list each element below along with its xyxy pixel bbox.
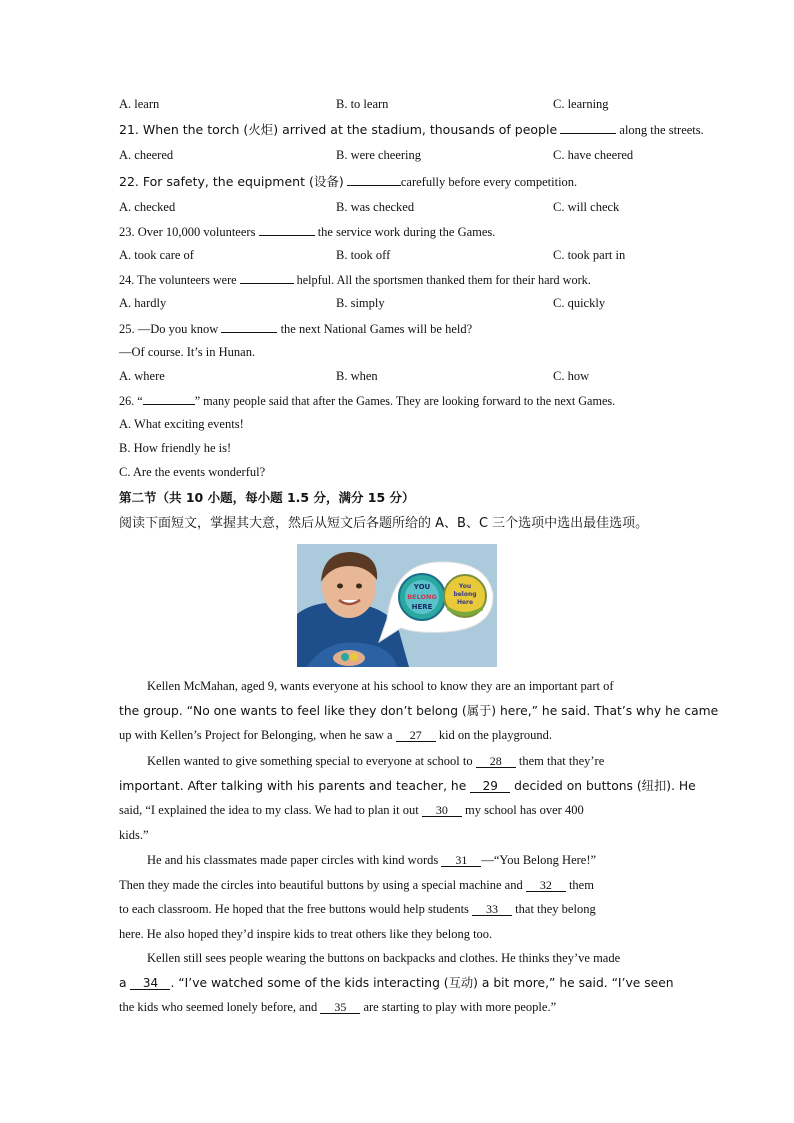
p2-line2-pre: important. After talking with his parents and teacher, he (119, 778, 467, 793)
q23-stem (119, 223, 495, 240)
p3-line1-pre: He and his classmates made paper circles with kind words (147, 853, 439, 867)
p1-line3 (119, 723, 675, 748)
blank-33: 33 (472, 903, 512, 916)
p2-line4: kids.” (119, 827, 149, 842)
passage-paragraph-3 (119, 848, 675, 946)
q24-blank (240, 271, 294, 284)
p2-line1-post: them that they’re (518, 754, 605, 768)
q25-stem-post: the next National Games will be held? (280, 322, 473, 336)
p4-line2-pre: a (119, 975, 127, 990)
blank-31: 31 (441, 854, 481, 867)
q21-option-c: C. have cheered (553, 148, 634, 162)
passage-paragraph-2 (119, 749, 696, 847)
p4-line2-post: . “I’ve watched some of the kids interacting (互动) a bit more,” he said. “I’ve seen (170, 975, 674, 990)
button1-line3: HERE (411, 603, 433, 611)
q26-blank (143, 392, 195, 405)
boy-with-buttons-illustration (297, 544, 497, 667)
passage-paragraph-4 (119, 946, 675, 1020)
q24-stem (119, 271, 591, 288)
p3-line2-post: them (568, 877, 594, 892)
q25-stem-pre: 25. —Do you know (119, 322, 219, 336)
q23-option-c: C. took part in (553, 248, 626, 262)
q25-blank (221, 320, 277, 333)
q25-stem (119, 320, 472, 337)
q22-stem-pre: 22. For safety, the equipment (设备) (119, 174, 344, 189)
p1-line1: Kellen McMahan, aged 9, wants everyone at his school to know they are an important part of (147, 679, 614, 693)
q23-stem-pre: 23. Over 10,000 volunteers (119, 225, 256, 239)
p2-line2-post: decided on buttons (纽扣). He (514, 778, 696, 793)
p4-line1: Kellen still sees people wearing the buttons on backpacks and clothes. He thinks they’ve made (147, 951, 621, 965)
button1-line1: YOU (413, 583, 431, 591)
section-heading: 第二节（共 10 小题，每小题 1.5 分，满分 15 分） (119, 490, 415, 505)
p4-line3-post: are starting to play with more people.” (363, 1000, 557, 1014)
q26-stem (119, 392, 615, 409)
q21-stem-pre: 21. When the torch (火炬) arrived at the stadium, thousands of people (119, 122, 558, 137)
blank-32: 32 (526, 879, 566, 892)
q25-option-c: C. how (553, 369, 590, 383)
p2-line3-post: my school has over 400 (464, 803, 584, 817)
p2-line1-pre: Kellen wanted to give something special to everyone at school to (147, 754, 473, 768)
p2-line2 (119, 774, 696, 799)
q22-option-a: A. checked (119, 200, 176, 214)
passage-photo (297, 544, 497, 667)
q21-option-b: B. were cheering (336, 148, 422, 162)
q22-option-c: C. will check (553, 200, 620, 214)
q22-blank (347, 173, 401, 186)
blank-27: 27 (396, 729, 436, 742)
q23-option-b: B. took off (336, 248, 391, 262)
p3-line2 (119, 873, 675, 898)
p2-line3-pre: said, “I explained the idea to my class. We had to plan it out (119, 803, 419, 817)
q21-blank (560, 121, 616, 134)
p3-line1 (119, 848, 675, 873)
q25-reply: —Of course. It’s in Hunan. (119, 345, 256, 359)
q24-option-b: B. simply (336, 296, 385, 310)
p3-line3 (119, 897, 675, 922)
button2-line1: You (458, 583, 472, 590)
button2-line2: belong (453, 591, 477, 598)
q20-option-a: A. learn (119, 97, 160, 111)
p1-line3-post: kid on the playground. (438, 728, 552, 742)
passage-paragraph-1 (119, 674, 719, 748)
blank-34: 34 (130, 977, 170, 990)
q23-blank (259, 223, 315, 236)
q24-stem-post: helpful. All the sportsmen thanked them for their hard work. (296, 273, 591, 287)
button1-line2: BELONG (407, 593, 437, 601)
p1-line2: the group. “No one wants to feel like they don’t belong (属于) here,” he said. That’s why he came (119, 703, 719, 718)
p3-line4: here. He also hoped they’d inspire kids to treat others like they belong too. (119, 926, 493, 941)
blank-30: 30 (422, 804, 462, 817)
q22-stem (119, 173, 577, 190)
q22-option-b: B. was checked (336, 200, 415, 214)
p4-line2 (119, 971, 675, 996)
q26-option-b: B. How friendly he is! (119, 441, 232, 455)
blank-35: 35 (320, 1001, 360, 1014)
q26-stem-pre: 26. “ (119, 394, 143, 408)
p2-line3 (119, 798, 675, 823)
p3-line3-pre: to each classroom. He hoped that the free buttons would help students (119, 902, 469, 916)
q25-option-b: B. when (336, 369, 378, 383)
q23-stem-post: the service work during the Games. (317, 225, 496, 239)
q22-stem-post: carefully before every competition. (400, 175, 578, 189)
p3-line1-post: —“You Belong Here!” (481, 853, 597, 867)
q26-option-c: C. Are the events wonderful? (119, 465, 266, 479)
p4-line3 (119, 995, 675, 1020)
section-instruction: 阅读下面短文，掌握其大意，然后从短文后各题所给的 A、B、C 三个选项中选出最佳选项。 (119, 516, 649, 531)
q21-option-a: A. cheered (119, 148, 174, 162)
q20-option-c: C. learning (553, 97, 609, 111)
p3-line2-pre: Then they made the circles into beautiful buttons by using a special machine and (119, 877, 523, 892)
q24-option-c: C. quickly (553, 296, 606, 310)
p2-line1 (119, 749, 675, 774)
p4-line3-pre: the kids who seemed lonely before, and (119, 1000, 318, 1014)
q26-stem-post: ” many people said that after the Games. They are looking forward to the next Games. (194, 394, 616, 408)
p1-line3-pre: up with Kellen’s Project for Belonging, when he saw a (119, 728, 393, 742)
button2-line3: Here (456, 599, 474, 606)
q24-stem-pre: 24. The volunteers were (119, 273, 237, 287)
q26-option-a: A. What exciting events! (119, 417, 244, 431)
q24-option-a: A. hardly (119, 296, 167, 310)
q21-stem-post: along the streets. (619, 123, 704, 137)
blank-28: 28 (476, 755, 516, 768)
q23-option-a: A. took care of (119, 248, 194, 262)
q20-option-b: B. to learn (336, 97, 389, 111)
blank-29: 29 (470, 780, 510, 793)
q21-stem (119, 121, 704, 138)
q25-option-a: A. where (119, 369, 165, 383)
p3-line3-post: that they belong (515, 902, 596, 916)
